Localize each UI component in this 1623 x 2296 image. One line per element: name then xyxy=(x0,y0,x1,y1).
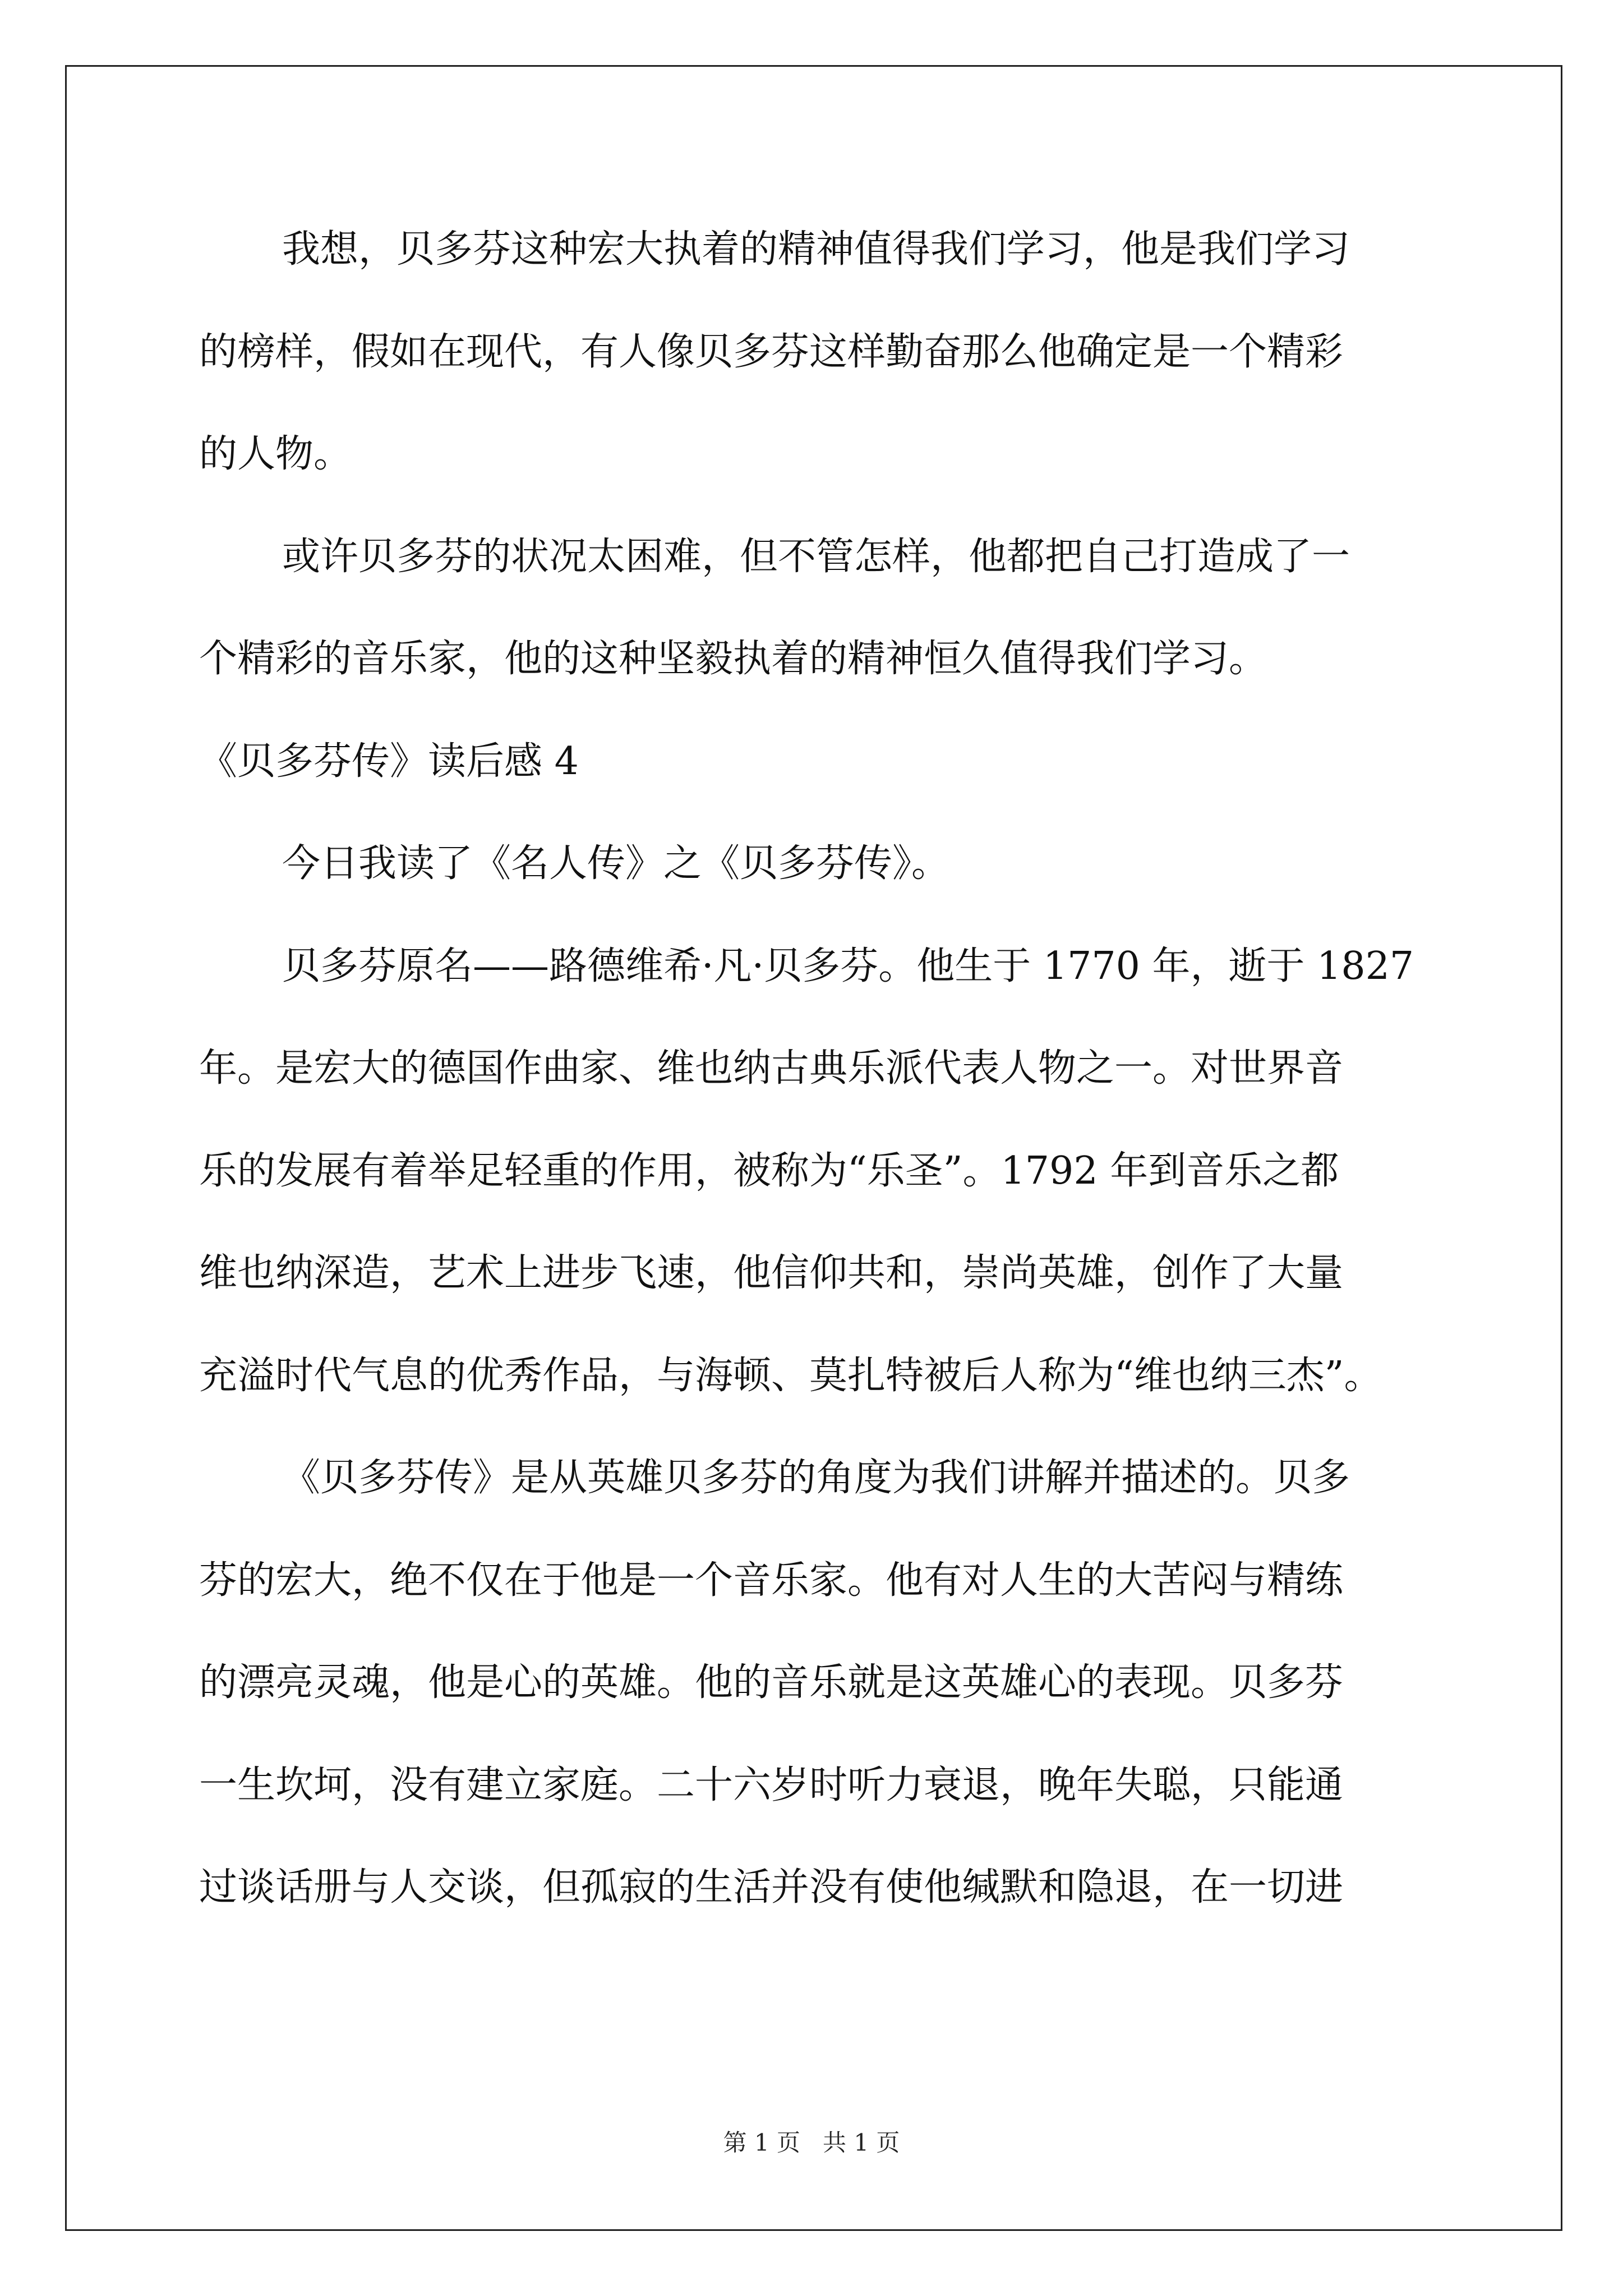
text-line: 个精彩的音乐家，他的这种坚毅执着的精神恒久值得我们学习。 xyxy=(199,637,1267,681)
text-line: 充溢时代气息的优秀作品，与海顿、莫扎特被后人称为“维也纳三杰”。 xyxy=(199,1354,1382,1398)
text-line: 今日我读了《名人传》之《贝多芬传》。 xyxy=(282,841,950,886)
text-line: 或许贝多芬的状况太困难，但不管怎样，他都把自己打造成了一 xyxy=(282,535,1350,579)
text-line: 的榜样，假如在现代，有人像贝多芬这样勤奋那么他确定是一个精彩 xyxy=(199,330,1344,374)
text-line: 年。是宏大的德国作曲家、维也纳古典乐派代表人物之一。对世界音 xyxy=(199,1046,1344,1091)
page-footer xyxy=(0,2126,1623,2160)
text-line: 我想，贝多芬这种宏大执着的精神值得我们学习，他是我们学习 xyxy=(282,227,1350,272)
text-line: 维也纳深造，艺术上进步飞速，他信仰共和，崇尚英雄，创作了大量 xyxy=(199,1251,1344,1295)
page-total: 共 1 页 xyxy=(823,2129,900,2156)
text-line: 乐的发展有着举足轻重的作用，被称为“乐圣”。1792 年到音乐之都 xyxy=(199,1149,1339,1193)
text-line: 的人物。 xyxy=(199,432,352,476)
text-line: 《贝多芬传》是从英雄贝多芬的角度为我们讲解并描述的。贝多 xyxy=(282,1456,1350,1500)
section-heading: 《贝多芬传》读后感 4 xyxy=(199,739,579,784)
text-line: 一生坎坷，没有建立家庭。二十六岁时听力衰退，晚年失聪，只能通 xyxy=(199,1763,1344,1807)
text-line: 的漂亮灵魂，他是心的英雄。他的音乐就是这英雄心的表现。贝多芬 xyxy=(199,1660,1344,1705)
text-line: 芬的宏大，绝不仅在于他是一个音乐家。他有对人生的大苦闷与精练 xyxy=(199,1558,1344,1603)
text-line: 贝多芬原名——路德维希·凡·贝多芬。他生于 1770 年，逝于 1827 xyxy=(282,944,1414,988)
page-number: 第 1 页 xyxy=(723,2129,800,2156)
text-line: 过谈话册与人交谈，但孤寂的生活并没有使他缄默和隐退，在一切进 xyxy=(199,1865,1344,1910)
